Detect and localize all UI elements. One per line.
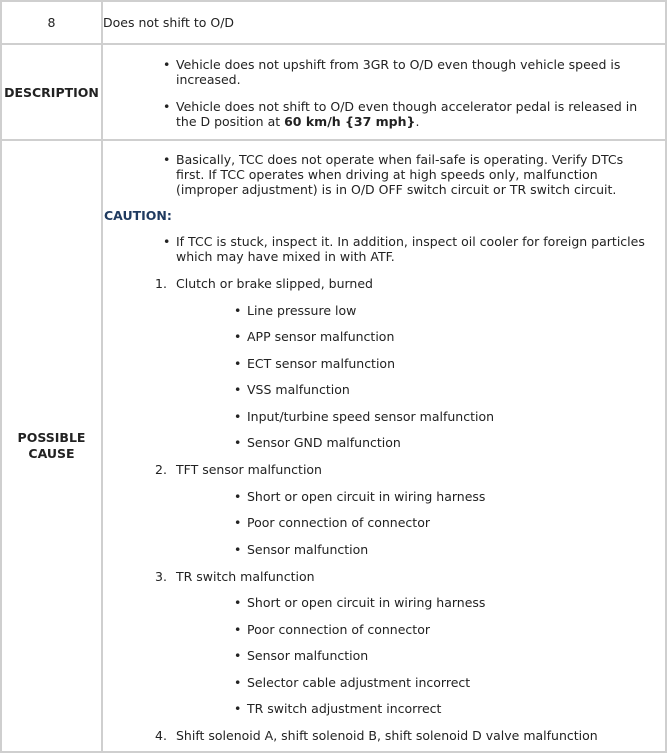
- cause-item-number: 3.: [155, 568, 167, 584]
- cause-item-text: TFT sensor malfunction: [176, 462, 322, 477]
- cause-sub-item: • Selector cable adjustment incorrect: [103, 675, 665, 690]
- cause-sub-item: • Sensor malfunction: [103, 648, 665, 663]
- cause-sub-item: • VSS malfunction: [103, 382, 665, 397]
- cause-item-text: Shift solenoid A, shift solenoid B, shift solenoid D valve malfunction: [176, 728, 598, 743]
- possible-cause-label: [1, 140, 102, 752]
- cause-item: [103, 728, 665, 743]
- cause-item: [103, 276, 665, 291]
- item-number: 8: [1, 1, 102, 44]
- header-row: [1, 1, 666, 44]
- cause-sub-item: • ECT sensor malfunction: [103, 356, 665, 371]
- cause-sub-item: • Input/turbine speed sensor malfunction: [103, 409, 665, 424]
- possible-cause-cell: [102, 140, 666, 752]
- cause-sub-item: • Sensor GND malfunction: [103, 435, 665, 450]
- cause-sub-item: • Poor connection of connector: [103, 622, 665, 637]
- cause-item-number: 4.: [155, 728, 167, 743]
- symptom-title: Does not shift to O/D: [102, 1, 666, 44]
- possible-cause-row: [1, 140, 666, 752]
- cause-item: [103, 569, 665, 584]
- possible-cause-label-text: POSSIBLE CAUSE: [17, 430, 86, 461]
- caution-label: CAUTION:: [104, 208, 172, 223]
- cause-item-text: TR switch malfunction: [176, 568, 315, 584]
- cause-item-text: Clutch or brake slipped, burned: [176, 276, 373, 291]
- description-bullet-2-text: Vehicle does not shift to O/D even though accelerator pedal is released in the D position at: [176, 98, 638, 129]
- cause-item-number: 2.: [155, 462, 167, 477]
- cause-sub-item: • Short or open circuit in wiring harness: [103, 595, 665, 610]
- description-cell: [102, 44, 666, 140]
- cause-item-number: 1.: [155, 276, 167, 291]
- cause-sub-item: • Sensor malfunction: [103, 542, 665, 557]
- cause-sub-item: • Short or open circuit in wiring harness: [103, 489, 665, 504]
- cause-sub-item: • TR switch adjustment incorrect: [103, 701, 665, 716]
- intro-bullet: • Basically, TCC does not operate when fail-safe is operating. Verify DTCs first. If TCC operates when driving at high speeds only, malfunction (improper adjustment) is in O/D OFF switch circuit or TR switch circuit.: [103, 152, 665, 197]
- cause-sub-item: • APP sensor malfunction: [103, 329, 665, 344]
- description-bullet-1: • Vehicle does not upshift from 3GR to O/D even though vehicle speed is increased.: [103, 57, 665, 87]
- speed-value: 60 km/h {37 mph}: [284, 113, 416, 129]
- cause-sub-item: • Poor connection of connector: [103, 515, 665, 530]
- speed-suffix: .: [415, 113, 420, 129]
- cause-sub-item: • Line pressure low: [103, 303, 665, 318]
- description-row: [1, 44, 666, 140]
- cause-item: [103, 462, 665, 477]
- description-bullet-2: [103, 99, 665, 129]
- description-label: DESCRIPTION: [1, 44, 102, 140]
- cause-list: [103, 276, 665, 743]
- caution-bullet: • If TCC is stuck, inspect it. In addition, inspect oil cooler for foreign particles which may have mixed in with ATF.: [103, 234, 665, 264]
